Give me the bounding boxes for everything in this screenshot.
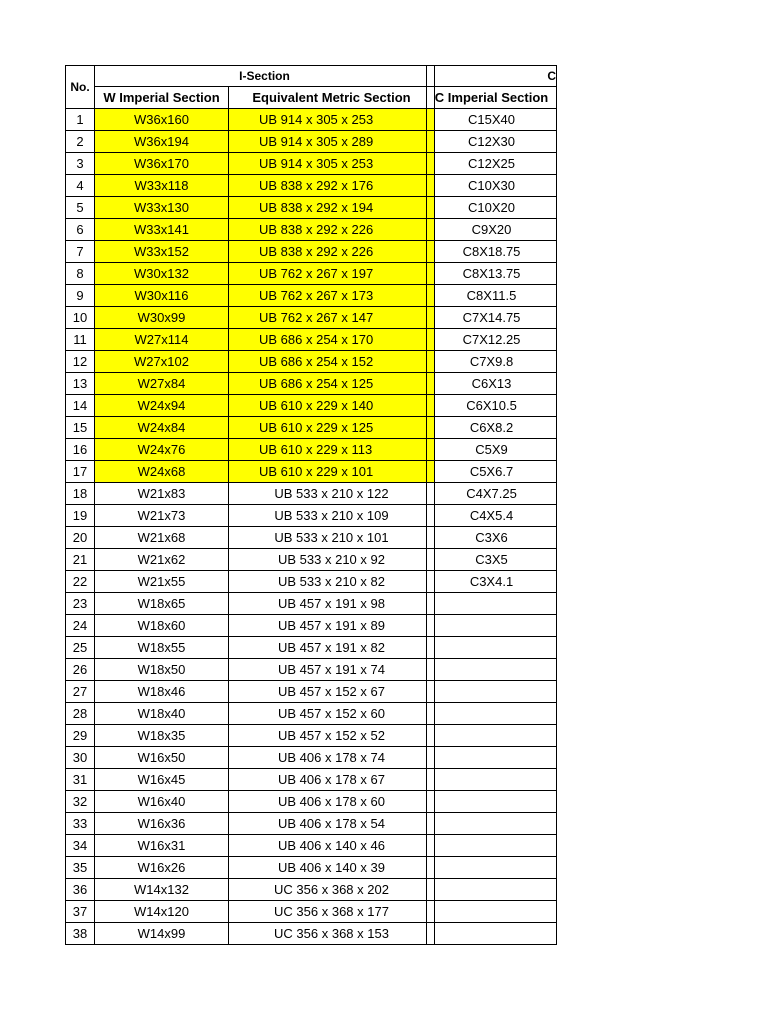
w-imperial-cell: W24x94: [95, 395, 229, 417]
row-number: 1: [66, 109, 95, 131]
c-imperial-cell: [427, 681, 557, 703]
row-number: 17: [66, 461, 95, 483]
c-imperial-cell: C8X11.5: [427, 285, 557, 307]
row-number: 2: [66, 131, 95, 153]
row-number: 25: [66, 637, 95, 659]
table-row: [427, 725, 557, 747]
table-row: [66, 835, 435, 857]
table-row: [66, 769, 435, 791]
w-imperial-cell: W16x40: [95, 791, 229, 813]
c-imperial-header: C Imperial Section: [427, 87, 557, 109]
table-row: [66, 923, 435, 945]
metric-section-cell: UB 457 x 152 x 67: [229, 681, 435, 703]
table-row: [66, 549, 435, 571]
w-imperial-cell: W14x132: [95, 879, 229, 901]
table-row: [66, 879, 435, 901]
metric-section-cell: UB 533 x 210 x 109: [229, 505, 435, 527]
row-number: 15: [66, 417, 95, 439]
table-row: [66, 901, 435, 923]
table-row: [427, 615, 557, 637]
row-number: 32: [66, 791, 95, 813]
metric-section-cell: UC 356 x 368 x 177: [229, 901, 435, 923]
table-row: [427, 703, 557, 725]
table-row: [66, 197, 435, 219]
w-imperial-cell: W16x31: [95, 835, 229, 857]
c-section-title: C: [427, 66, 557, 87]
metric-section-cell: UB 406 x 140 x 39: [229, 857, 435, 879]
table-row: [427, 351, 557, 373]
w-imperial-cell: W21x55: [95, 571, 229, 593]
metric-section-cell: UB 610 x 229 x 101: [229, 461, 435, 483]
metric-section-cell: UB 457 x 191 x 74: [229, 659, 435, 681]
w-imperial-header: W Imperial Section: [95, 87, 229, 109]
metric-section-cell: UB 457 x 152 x 52: [229, 725, 435, 747]
w-imperial-cell: W30x116: [95, 285, 229, 307]
w-imperial-cell: W33x152: [95, 241, 229, 263]
table-row: [427, 417, 557, 439]
row-number: 28: [66, 703, 95, 725]
table-row: [427, 131, 557, 153]
w-imperial-cell: W27x84: [95, 373, 229, 395]
row-number: 30: [66, 747, 95, 769]
w-imperial-cell: W24x76: [95, 439, 229, 461]
row-number: 4: [66, 175, 95, 197]
table-row: [66, 593, 435, 615]
c-imperial-cell: C7X14.75: [427, 307, 557, 329]
c-imperial-cell: C4X7.25: [427, 483, 557, 505]
w-imperial-cell: W21x73: [95, 505, 229, 527]
c-imperial-cell: C12X30: [427, 131, 557, 153]
metric-section-cell: UB 762 x 267 x 173: [229, 285, 435, 307]
c-imperial-cell: C5X9: [427, 439, 557, 461]
row-number: 24: [66, 615, 95, 637]
w-imperial-cell: W33x118: [95, 175, 229, 197]
row-number: 9: [66, 285, 95, 307]
table-row: [427, 549, 557, 571]
metric-section-cell: UC 356 x 368 x 153: [229, 923, 435, 945]
w-imperial-cell: W24x84: [95, 417, 229, 439]
c-imperial-cell: [427, 725, 557, 747]
row-number: 23: [66, 593, 95, 615]
table-row: [427, 197, 557, 219]
metric-section-cell: UB 686 x 254 x 170: [229, 329, 435, 351]
i-section-table: [65, 65, 435, 945]
row-number: 18: [66, 483, 95, 505]
table-row: [427, 373, 557, 395]
w-imperial-cell: W21x62: [95, 549, 229, 571]
c-imperial-cell: [427, 857, 557, 879]
w-imperial-cell: W36x194: [95, 131, 229, 153]
w-imperial-cell: W18x50: [95, 659, 229, 681]
table-row: [427, 901, 557, 923]
table-row: [427, 527, 557, 549]
row-number: 3: [66, 153, 95, 175]
w-imperial-cell: W36x170: [95, 153, 229, 175]
metric-section-cell: UB 610 x 229 x 125: [229, 417, 435, 439]
metric-section-cell: UB 457 x 191 x 98: [229, 593, 435, 615]
table-row: [66, 395, 435, 417]
table-row: [66, 857, 435, 879]
row-number: 6: [66, 219, 95, 241]
w-imperial-cell: W30x132: [95, 263, 229, 285]
metric-section-cell: UB 406 x 140 x 46: [229, 835, 435, 857]
table-row: [66, 615, 435, 637]
table-row: [66, 241, 435, 263]
metric-section-cell: UB 686 x 254 x 152: [229, 351, 435, 373]
table-row: [66, 791, 435, 813]
c-imperial-cell: C15X40: [427, 109, 557, 131]
metric-section-cell: UB 610 x 229 x 140: [229, 395, 435, 417]
row-number: 5: [66, 197, 95, 219]
table-row: [427, 505, 557, 527]
row-number: 14: [66, 395, 95, 417]
table-row: [427, 813, 557, 835]
table-row: [427, 109, 557, 131]
table-row: [427, 285, 557, 307]
i-section-body: [66, 109, 435, 945]
metric-section-cell: UC 356 x 368 x 202: [229, 879, 435, 901]
w-imperial-cell: W14x99: [95, 923, 229, 945]
c-imperial-cell: [427, 901, 557, 923]
w-imperial-cell: W21x68: [95, 527, 229, 549]
table-row: [66, 681, 435, 703]
w-imperial-cell: W33x141: [95, 219, 229, 241]
metric-section-cell: UB 406 x 178 x 54: [229, 813, 435, 835]
w-imperial-cell: W33x130: [95, 197, 229, 219]
table-row: [427, 593, 557, 615]
row-number: 27: [66, 681, 95, 703]
table-row: [66, 483, 435, 505]
table-row: [427, 747, 557, 769]
row-number: 16: [66, 439, 95, 461]
c-imperial-cell: C6X8.2: [427, 417, 557, 439]
table-row: [427, 879, 557, 901]
metric-section-cell: UB 838 x 292 x 176: [229, 175, 435, 197]
table-row: [66, 703, 435, 725]
row-number: 33: [66, 813, 95, 835]
c-imperial-cell: [427, 703, 557, 725]
c-imperial-cell: C3X5: [427, 549, 557, 571]
c-imperial-cell: C6X13: [427, 373, 557, 395]
c-imperial-cell: [427, 593, 557, 615]
metric-section-cell: UB 610 x 229 x 113: [229, 439, 435, 461]
w-imperial-cell: W18x55: [95, 637, 229, 659]
table-row: [66, 153, 435, 175]
c-imperial-cell: [427, 659, 557, 681]
c-imperial-cell: C12X25: [427, 153, 557, 175]
table-row: [66, 439, 435, 461]
row-number: 37: [66, 901, 95, 923]
c-imperial-cell: [427, 769, 557, 791]
w-imperial-cell: W16x36: [95, 813, 229, 835]
table-row: [427, 307, 557, 329]
metric-section-cell: UB 406 x 178 x 67: [229, 769, 435, 791]
metric-section-cell: UB 914 x 305 x 289: [229, 131, 435, 153]
no-header: No.: [66, 66, 95, 109]
table-row: [427, 241, 557, 263]
c-imperial-cell: [427, 637, 557, 659]
table-row: [427, 395, 557, 417]
metric-section-cell: UB 762 x 267 x 197: [229, 263, 435, 285]
row-number: 31: [66, 769, 95, 791]
w-imperial-cell: W16x45: [95, 769, 229, 791]
c-imperial-cell: C4X5.4: [427, 505, 557, 527]
row-number: 21: [66, 549, 95, 571]
table-row: [66, 131, 435, 153]
w-imperial-cell: W18x46: [95, 681, 229, 703]
metric-section-cell: UB 406 x 178 x 60: [229, 791, 435, 813]
metric-section-cell: UB 914 x 305 x 253: [229, 109, 435, 131]
row-number: 13: [66, 373, 95, 395]
table-row: [66, 329, 435, 351]
c-imperial-cell: C7X12.25: [427, 329, 557, 351]
table-row: [427, 571, 557, 593]
c-section-table: [426, 65, 557, 945]
row-number: 20: [66, 527, 95, 549]
metric-section-cell: UB 457 x 191 x 82: [229, 637, 435, 659]
table-row: [66, 813, 435, 835]
metric-section-cell: UB 457 x 191 x 89: [229, 615, 435, 637]
c-imperial-cell: C8X18.75: [427, 241, 557, 263]
c-imperial-cell: [427, 813, 557, 835]
metric-section-header: Equivalent Metric Section: [229, 87, 435, 109]
row-number: 36: [66, 879, 95, 901]
table-row: [66, 527, 435, 549]
c-imperial-cell: [427, 791, 557, 813]
table-row: [66, 307, 435, 329]
metric-section-cell: UB 533 x 210 x 101: [229, 527, 435, 549]
table-row: [427, 329, 557, 351]
c-imperial-cell: [427, 923, 557, 945]
w-imperial-cell: W18x60: [95, 615, 229, 637]
table-row: [427, 791, 557, 813]
c-imperial-cell: C3X4.1: [427, 571, 557, 593]
w-imperial-cell: W18x35: [95, 725, 229, 747]
w-imperial-cell: W21x83: [95, 483, 229, 505]
metric-section-cell: UB 533 x 210 x 82: [229, 571, 435, 593]
metric-section-cell: UB 406 x 178 x 74: [229, 747, 435, 769]
metric-section-cell: UB 686 x 254 x 125: [229, 373, 435, 395]
table-row: [427, 637, 557, 659]
c-imperial-cell: C6X10.5: [427, 395, 557, 417]
table-row: [66, 373, 435, 395]
row-number: 34: [66, 835, 95, 857]
c-imperial-cell: [427, 835, 557, 857]
c-imperial-cell: C7X9.8: [427, 351, 557, 373]
row-number: 11: [66, 329, 95, 351]
table-row: [427, 681, 557, 703]
metric-section-cell: UB 533 x 210 x 122: [229, 483, 435, 505]
row-number: 22: [66, 571, 95, 593]
metric-section-cell: UB 838 x 292 x 226: [229, 241, 435, 263]
table-row: [427, 439, 557, 461]
c-imperial-cell: [427, 747, 557, 769]
table-row: [427, 461, 557, 483]
table-row: [66, 351, 435, 373]
row-number: 38: [66, 923, 95, 945]
row-number: 12: [66, 351, 95, 373]
table-row: [66, 659, 435, 681]
table-row: [66, 637, 435, 659]
c-imperial-cell: C9X20: [427, 219, 557, 241]
table-row: [66, 417, 435, 439]
table-row: [427, 835, 557, 857]
metric-section-cell: UB 838 x 292 x 194: [229, 197, 435, 219]
metric-section-cell: UB 457 x 152 x 60: [229, 703, 435, 725]
table-row: [66, 571, 435, 593]
table-row: [66, 285, 435, 307]
row-number: 29: [66, 725, 95, 747]
w-imperial-cell: W16x26: [95, 857, 229, 879]
c-imperial-cell: C8X13.75: [427, 263, 557, 285]
table-row: [66, 461, 435, 483]
table-row: [66, 219, 435, 241]
table-row: [66, 109, 435, 131]
metric-section-cell: UB 838 x 292 x 226: [229, 219, 435, 241]
w-imperial-cell: W36x160: [95, 109, 229, 131]
w-imperial-cell: W27x114: [95, 329, 229, 351]
row-number: 8: [66, 263, 95, 285]
c-imperial-cell: C10X30: [427, 175, 557, 197]
table-row: [427, 923, 557, 945]
row-number: 35: [66, 857, 95, 879]
table-row: [66, 263, 435, 285]
c-imperial-cell: C3X6: [427, 527, 557, 549]
table-row: [427, 219, 557, 241]
c-section-body: [427, 109, 557, 945]
w-imperial-cell: W18x65: [95, 593, 229, 615]
c-imperial-cell: [427, 615, 557, 637]
metric-section-cell: UB 533 x 210 x 92: [229, 549, 435, 571]
table-row: [427, 857, 557, 879]
row-number: 19: [66, 505, 95, 527]
w-imperial-cell: W27x102: [95, 351, 229, 373]
i-section-title: I-Section: [95, 66, 435, 87]
c-imperial-cell: C5X6.7: [427, 461, 557, 483]
table-row: [427, 659, 557, 681]
c-imperial-cell: C10X20: [427, 197, 557, 219]
table-row: [66, 505, 435, 527]
table-row: [66, 175, 435, 197]
table-row: [427, 263, 557, 285]
table-row: [427, 175, 557, 197]
row-number: 10: [66, 307, 95, 329]
table-row: [66, 725, 435, 747]
metric-section-cell: UB 762 x 267 x 147: [229, 307, 435, 329]
w-imperial-cell: W18x40: [95, 703, 229, 725]
row-number: 7: [66, 241, 95, 263]
w-imperial-cell: W30x99: [95, 307, 229, 329]
w-imperial-cell: W16x50: [95, 747, 229, 769]
w-imperial-cell: W24x68: [95, 461, 229, 483]
table-row: [427, 483, 557, 505]
row-number: 26: [66, 659, 95, 681]
table-row: [66, 747, 435, 769]
c-imperial-cell: [427, 879, 557, 901]
w-imperial-cell: W14x120: [95, 901, 229, 923]
table-row: [427, 153, 557, 175]
table-row: [427, 769, 557, 791]
metric-section-cell: UB 914 x 305 x 253: [229, 153, 435, 175]
